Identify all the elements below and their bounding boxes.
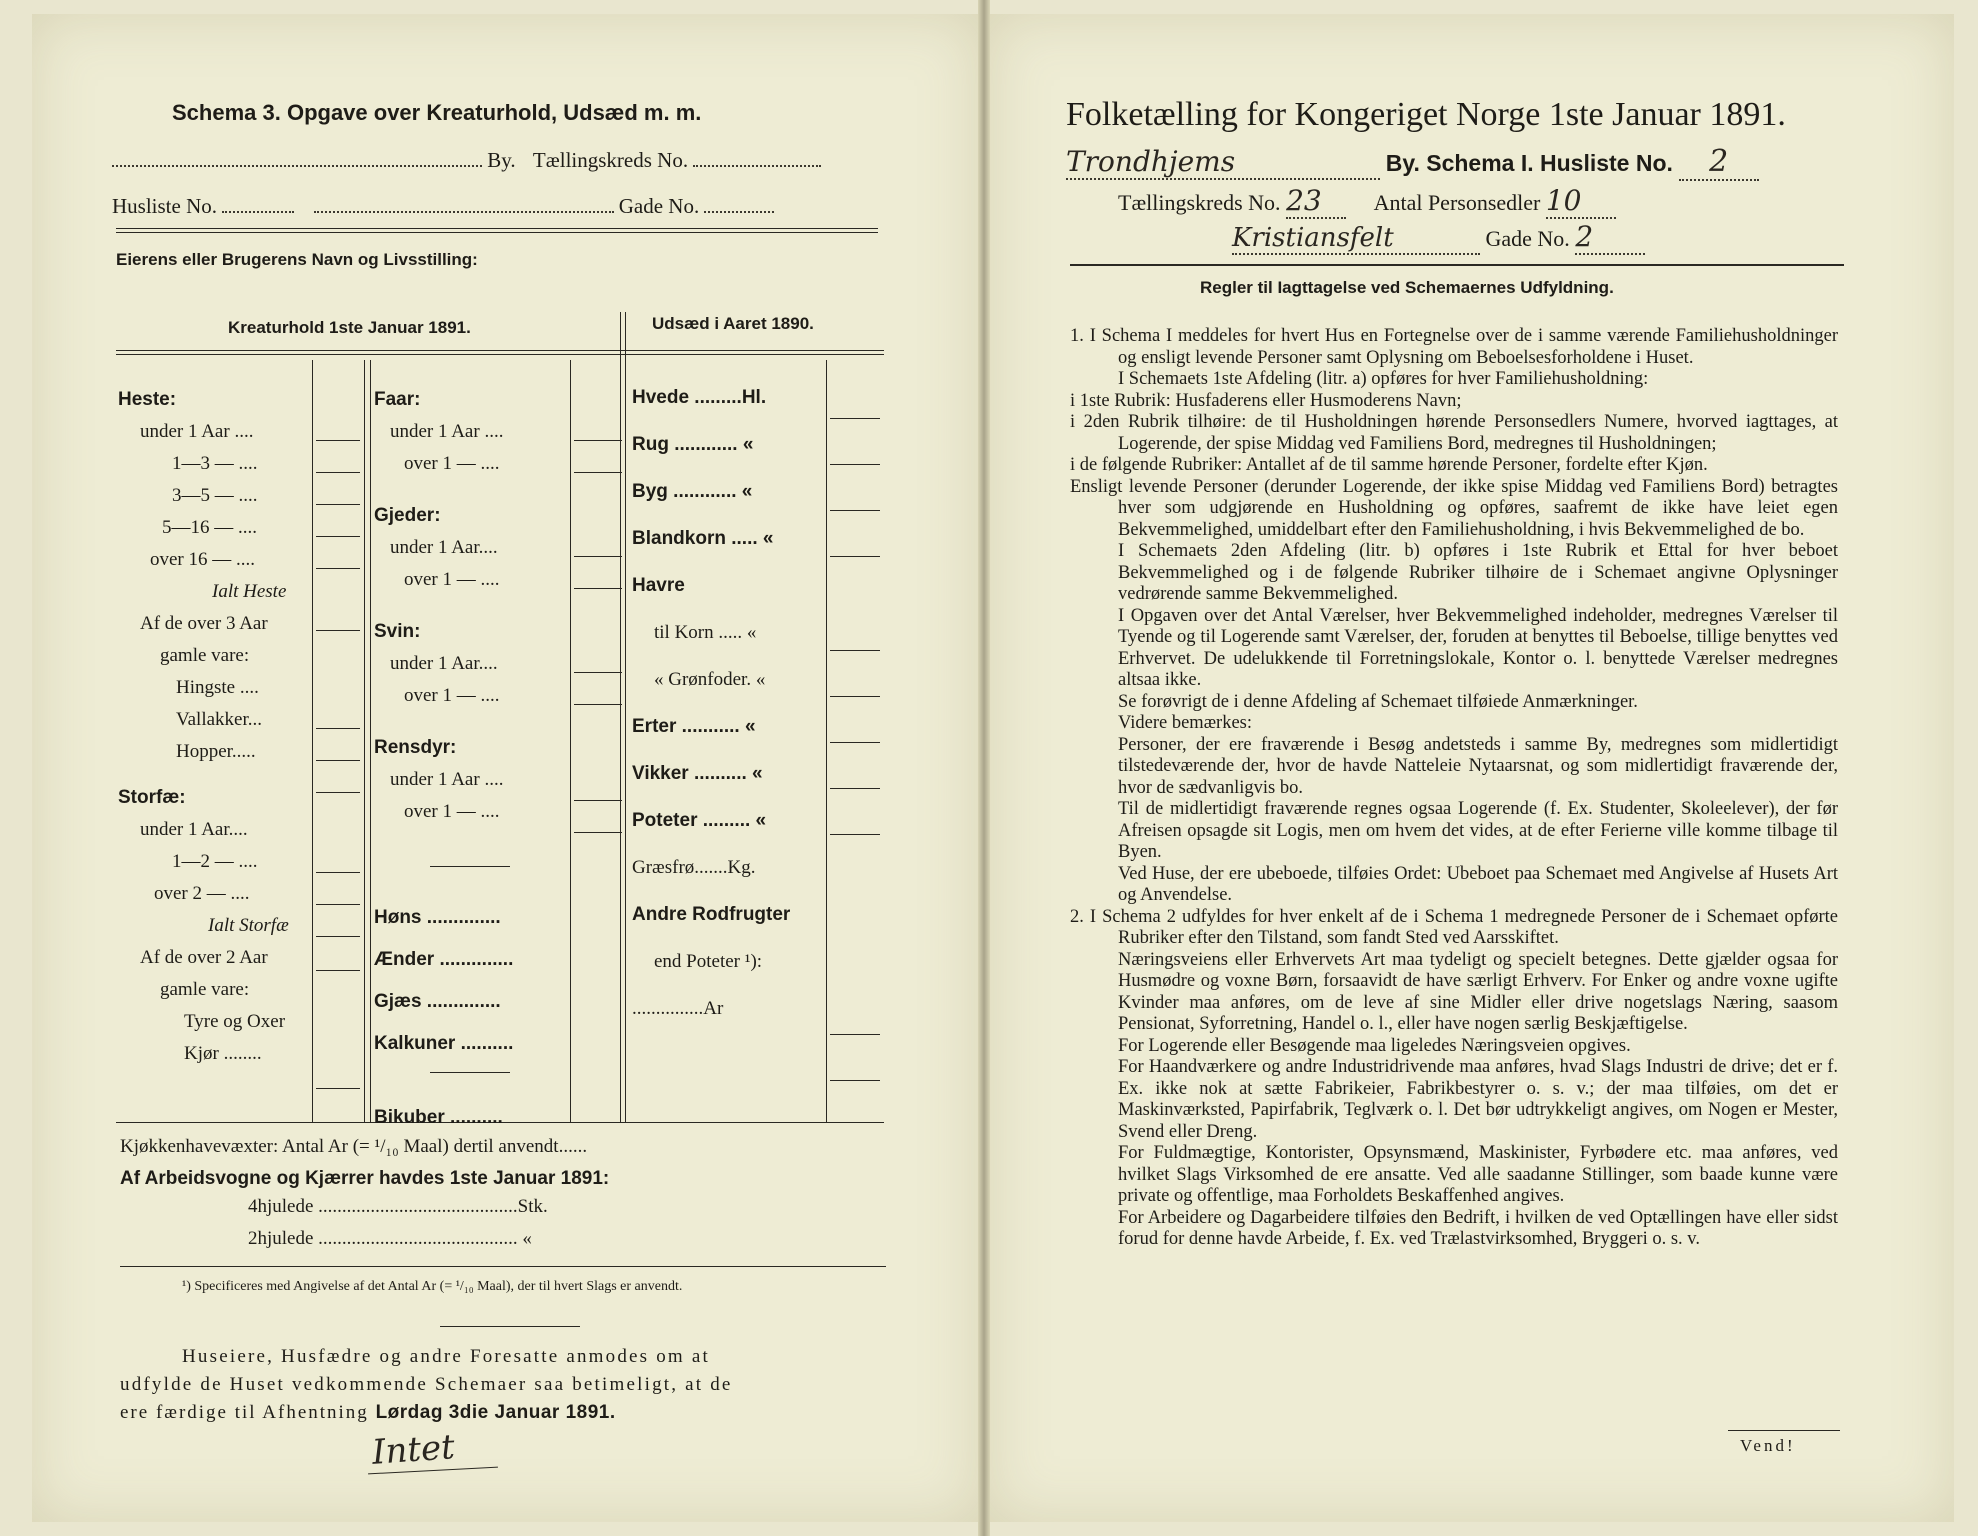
row-label: til Korn ..... « <box>654 622 757 643</box>
husliste-no-handwritten: 2 <box>1679 144 1759 181</box>
rule-paragraph: i 1ste Rubrik: Husfaderens eller Husmoderens Navn; <box>1070 390 1462 411</box>
row-label: « Grønfoder. « <box>654 669 766 690</box>
rule-paragraph: Ensligt levende Personer (derunder Logerende, der ikke spise Middag ved Familiens Bord) betragtes hver som udgjørende en Husholdning og opføres, saafremt de ikke have leiet egen Bekvemmelighed, umiddelbart efter den Familiehusholdning, i hvis Bekvemmelighed de bo. <box>1070 476 1838 540</box>
by-line <box>112 148 821 173</box>
row-label: Vallakker... <box>176 709 263 730</box>
city-line <box>1066 144 1842 181</box>
husliste-line <box>112 194 774 219</box>
row-label: Hopper..... <box>176 741 256 762</box>
row-label: Ialt Heste <box>212 581 287 602</box>
row-label: over 1 — .... <box>404 453 500 474</box>
twowheel-line: 2hjulede .......................................... « <box>248 1228 532 1249</box>
row-label: Erter ........... « <box>632 716 756 737</box>
row-label: Poteter ......... « <box>632 810 767 831</box>
rule-paragraph: I Schemaets 1ste Afdeling (litr. a) opføres for hver Familiehusholdning: <box>1118 369 1649 389</box>
schema3-title: Schema 3. Opgave over Kreaturhold, Udsæd m. m. <box>172 100 702 125</box>
row-label: Høns .............. <box>374 907 501 928</box>
row-label: Kalkuner .......... <box>374 1033 514 1054</box>
rule-paragraph: I Opgaven over det Antal Værelser, hver Bekvemmelighed indeholder, medregnes Værelser til Tyende og til Logerende samt Værelser, der, foruden at benyttes til Beboelse, tillige benyttes ved Erhvervet. De udelukkende til Forretningslokale, Kontor o. l. benyttede Værelser medregnes altsaa ikke. <box>1118 605 1838 690</box>
gade-label: Gade No. <box>618 194 700 218</box>
row-label: Rensdyr: <box>374 737 457 758</box>
book-spine <box>978 0 990 1536</box>
row-label: Ænder .............. <box>374 949 514 970</box>
gade-label: Gade No. <box>1485 226 1570 251</box>
kreaturhold-header: Kreaturhold 1ste Januar 1891. <box>228 318 471 337</box>
row-label: Svin: <box>374 621 421 642</box>
by-schema-label: By. Schema I. Husliste No. <box>1385 150 1673 176</box>
row-label: over 2 — .... <box>154 883 250 904</box>
row-label: Hvede .........Hl. <box>632 387 767 408</box>
udsaed-column <box>632 382 790 1025</box>
vend-label: Vend! <box>1740 1436 1796 1455</box>
row-label: Andre Rodfrugter <box>632 904 791 925</box>
row-label: Faar: <box>374 389 421 410</box>
row-label: Tyre og Oxer <box>184 1011 286 1032</box>
antal-label: Antal Personsedler <box>1373 190 1541 215</box>
row-label: gamle vare: <box>160 979 250 1000</box>
column-rule <box>570 360 571 1122</box>
rule-paragraph: For Logerende eller Besøgende maa ligeledes Næringsveien opgives. <box>1118 1035 1631 1056</box>
rule-paragraph: i 2den Rubrik tilhøire: de til Husholdningen hørende Personsedlers Numere, hvorved iagttages, at Logerende, der spise Middag ved Familiens Bord, medregnes til Husholdningen; <box>1070 412 1838 454</box>
handwritten-signature: Intet <box>370 1427 457 1473</box>
taellingskreds-label: Tællingskreds No. <box>532 148 689 172</box>
rules-text <box>1070 326 1838 1251</box>
table-top-rule <box>116 350 884 351</box>
notice-line-2: udfylde de Huset vedkommende Schemaer saa betimeligt, at de <box>120 1374 733 1395</box>
row-label: Græsfrø.......Kg. <box>632 857 756 878</box>
row-label: under 1 Aar .... <box>140 421 254 442</box>
fourwheel-line: 4hjulede ..........................................Stk. <box>248 1196 548 1217</box>
notice-date: Lørdag 3die Januar 1891. <box>375 1402 616 1423</box>
rule-paragraph: Ved Huse, der ere ubeboede, tilføies Ordet: Ubeboet paa Schemaet med Angivelse af Husets Art og Anvendelse. <box>1118 863 1838 905</box>
rule-paragraph: Næringsveiens eller Erhvervets Art maa tydeligt og specielt betegnes. Dette gjælder ogsaa for Husmødre og voxne Børn, forsaavidt de have særligt Erhverv. For Enker og andre voxne ugifte Kvinder maa anføres, om de leve af sine Midler eller drive nogetslags Næring, saasom Pensionat, Syforretning, Handel o. l., eller have nogen særlig Beskjæftigelse. <box>1118 949 1838 1034</box>
row-label: Vikker .......... « <box>632 763 763 784</box>
gade-line <box>1232 220 1645 255</box>
row-label: ...............Ar <box>632 998 724 1019</box>
arbeidsvogne-line: Af Arbeidsvogne og Kjærrer havdes 1ste Januar 1891: <box>120 1168 610 1189</box>
footnote: ¹) Specificeres med Angivelse af det Antal Ar (= ¹/₁₀ Maal), der til hvert Slags er anvendt. <box>182 1279 683 1294</box>
row-label: over 1 — .... <box>404 569 500 590</box>
divider <box>116 232 878 233</box>
row-label: under 1 Aar .... <box>390 421 504 442</box>
row-label: 1—3 — .... <box>172 453 258 474</box>
row-label: over 1 — .... <box>404 685 500 706</box>
gade-no-handwritten: 2 <box>1575 220 1645 255</box>
row-label: Byg ............ « <box>632 481 753 502</box>
rules-title: Regler til Iagttagelse ved Schemaernes Udfyldning. <box>1200 278 1614 297</box>
column-rule <box>312 360 313 1122</box>
table-divider <box>625 312 626 1122</box>
row-label: Storfæ: <box>118 787 186 808</box>
taellingskreds-handwritten: 23 <box>1286 184 1346 219</box>
rule-paragraph: For Fuldmægtige, Kontorister, Opsynsmænd, Maskinister, Fyrbødere etc. maa anføres, ved hvilket Slags Virksomhed de ere ansatte. Ved alle saadanne Stillinger, som baade kunne være private og offentlige, maa Forholdets Beskaffenhed angives. <box>1118 1143 1838 1206</box>
table-top-rule <box>116 354 884 355</box>
rule-paragraph: Videre bemærkes: <box>1118 713 1252 733</box>
antal-handwritten: 10 <box>1546 184 1616 219</box>
row-label: over 1 — .... <box>404 801 500 822</box>
row-label: Blandkorn ..... « <box>632 528 774 549</box>
row-label: Gjæs .............. <box>374 991 501 1012</box>
rule-paragraph: For Haandværkere og andre Industridrivende maa anføres, hvad Slags Industri de drive; det er f. Ex. ikke nok at sætte Fabrikeier, Fabrikbestyrer o. s. v.; der maa tilføies, om det er Maskinværksted, Papirfabrik, Teglværk o. l. Det bør udtrykkeligt angives, om Nogen er Mester, Svend eller Dreng. <box>1118 1057 1838 1142</box>
row-label: Heste: <box>118 389 177 410</box>
notice-line-1: Huseiere, Husfædre og andre Foresatte anmodes om at <box>182 1346 710 1367</box>
kreatur-column-faar-etc <box>374 384 513 1134</box>
row-label: Kjør ........ <box>184 1043 262 1064</box>
row-label: Gjeder: <box>374 505 441 526</box>
rule-paragraph: 1. I Schema I meddeles for hvert Hus en Fortegnelse over de i samme værende Familiehusholdninger og ensligt levende Personer samt Oplysning om Beboelsesforholdene i Huset. <box>1070 326 1838 368</box>
row-label: 3—5 — .... <box>172 485 258 506</box>
divider <box>116 228 878 229</box>
row-label: 5—16 — .... <box>162 517 257 538</box>
rule-paragraph: For Arbeidere og Dagarbeidere tilføies den Bedrift, i hvilken de ved Optællingen have eller sidst forud for denne havde Arbeide, f. Ex. ved Trælastvirksomhed, Bryggeri o. s. v. <box>1118 1207 1838 1249</box>
row-label: end Poteter ¹): <box>654 951 763 972</box>
row-label: 1—2 — .... <box>172 851 258 872</box>
rule-paragraph: I Schemaets 2den Afdeling (litr. b) opføres i 1ste Rubrik et Ettal for hver beboet Bekvemmelighed og i de følgende Rubriker tilhøire de i Schemaet angivne Oplysninger vedrørende samme Bekvemmelighed. <box>1118 541 1838 604</box>
rule-paragraph: i de følgende Rubriker: Antallet af de til samme hørende Personer, fordelte efter Kjøn. <box>1070 455 1708 475</box>
row-label: Bikuber .......... <box>374 1107 503 1128</box>
row-label: Af de over 2 Aar <box>140 947 268 968</box>
column-rule <box>826 360 827 1122</box>
row-label: Havre <box>632 575 685 596</box>
rule-paragraph: Se forøvrigt de i denne Afdeling af Schemaet tilføiede Anmærkninger. <box>1118 691 1638 712</box>
kreatur-column-heste-storfae <box>118 384 289 1070</box>
gade-handwritten: Kristiansfelt <box>1232 223 1480 255</box>
eier-label: Eierens eller Brugerens Navn og Livsstilling: <box>116 250 478 269</box>
row-label: under 1 Aar .... <box>390 769 504 790</box>
row-label: under 1 Aar.... <box>390 653 498 674</box>
husliste-label: Husliste No. <box>112 194 217 218</box>
rule-paragraph: Personer, der ere fraværende i Besøg andetsteds i samme By, medregnes som midlertidigt tilstedeværende der, hvor de havde Natteleie Nytaarsnat, og som midlertidigt fraværende der, hvor de sædvanligvis bo. <box>1118 734 1838 798</box>
taellingskreds-label: Tællingskreds No. <box>1118 190 1281 215</box>
taellingskreds-line <box>1118 184 1616 219</box>
notice-line-3-text: ere færdige til Afhentning <box>120 1402 376 1423</box>
row-label: Ialt Storfæ <box>208 915 289 936</box>
folketaelling-title: Folketælling for Kongeriget Norge 1ste Januar 1891. <box>1066 96 1786 133</box>
row-label: gamle vare: <box>160 645 250 666</box>
row-label: under 1 Aar.... <box>390 537 498 558</box>
by-label: By. <box>487 148 516 172</box>
row-label: under 1 Aar.... <box>140 819 248 840</box>
rule-paragraph: Til de midlertidigt fraværende regnes ogsaa Logerende (f. Ex. Studenter, Skoleelever), der før Afreisen opsagde sit Logis, men om hvem det vides, at de efter Ferierne ville komme tilbage til Byen. <box>1118 799 1838 862</box>
row-label: over 16 — .... <box>150 549 256 570</box>
column-rule <box>370 360 371 1122</box>
row-label: Hingste .... <box>176 677 259 698</box>
rule-paragraph: 2. I Schema 2 udfyldes for hver enkelt af de i Schema 1 medregnede Personer de i Schemaet opførte Rubriker efter den Tilstand, som fandt Sted ved Aarsskiftet. <box>1070 906 1838 948</box>
column-rule <box>364 360 365 1122</box>
udsaed-header: Udsæd i Aaret 1890. <box>652 314 814 333</box>
row-label: Rug ............ « <box>632 434 754 455</box>
notice-line-3 <box>120 1402 616 1424</box>
row-label: Af de over 3 Aar <box>140 613 268 634</box>
table-divider <box>620 312 621 1122</box>
kjokkenhave-line: Kjøkkenhavevæxter: Antal Ar (= ¹/₁₀ Maal) dertil anvendt...... <box>120 1136 588 1157</box>
city-handwritten: Trondhjems <box>1066 145 1380 180</box>
